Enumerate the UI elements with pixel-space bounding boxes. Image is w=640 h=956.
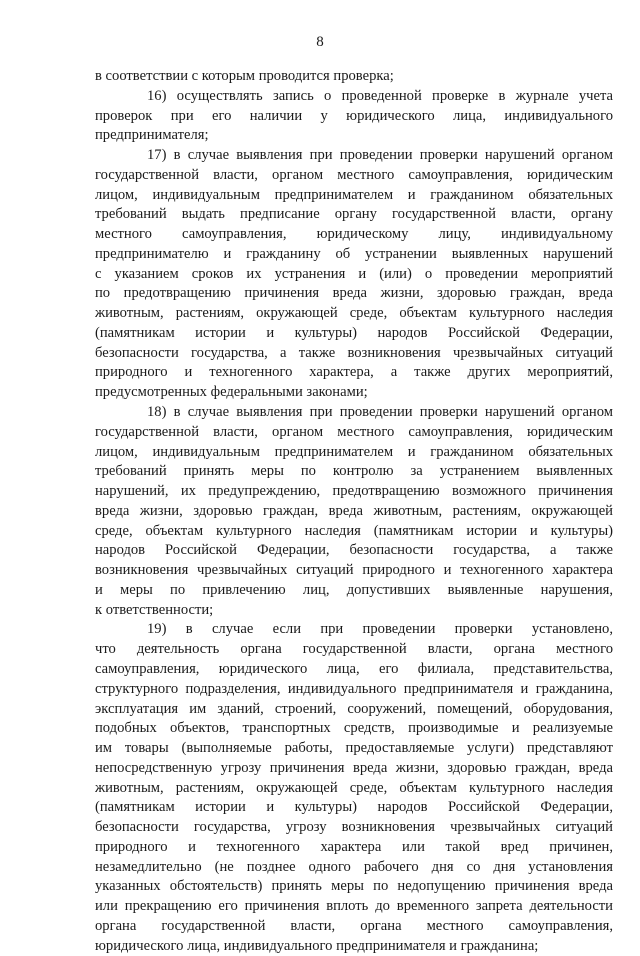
text-line: требований принять меры по контролю за устранением выявленных [95,463,613,480]
text-line: предпринимателю и гражданину об устранении выявленных нарушений [95,245,613,262]
text-line: безопасности государства, угрозу возникновения чрезвычайных ситуаций [95,819,613,836]
text-line: безопасности государства, а также возникновения чрезвычайных ситуаций [95,344,613,361]
text-line: 17) в случае выявления при проведении проверки нарушений органом [147,147,613,164]
text-line: требований выдать предписание органу государственной власти, органу [95,206,613,223]
text-line: лицом, индивидуальным предпринимателем и гражданином обязательных [95,443,613,460]
text-line: в соответствии с которым проводится проверка; [95,68,394,84]
text-line: проверок при его наличии у юридического лица, индивидуального [95,107,613,124]
text-line: самоуправления, юридического лица, его филиала, представительства, [95,660,613,677]
text-line: структурного подразделения, индивидуального предпринимателя и гражданина, [95,680,613,697]
text-line: указанных обстоятельств) принять меры по недопущению причинения вреда [95,878,613,895]
text-line: предусмотренных федеральными законами; [95,384,368,401]
document-body [95,67,613,956]
text-line: непосредственную угрозу причинения вреда жизни, здоровью граждан, вреда [95,759,613,776]
text-line: государственной власти, органом местного самоуправления, юридическим [95,166,613,183]
text-line: что деятельность органа государственной власти, органа местного [95,641,613,658]
text-line: народов Российской Федерации, безопасности государства, а также [95,542,613,559]
text-line: вреда жизни, здоровью граждан, вреда животным, растениям, окружающей [95,502,613,519]
text-line: эксплуатация им зданий, строений, сооружений, помещений, оборудования, [95,700,613,717]
text-line: природного и техногенного характера, а также других мероприятий, [95,364,613,381]
text-line: животным, растениям, окружающей среде, объектам культурного наследия [95,779,613,796]
text-line: и меры по привлечению лиц, допустивших выявленные нарушения, [95,581,613,598]
text-line: предпринимателя; [95,127,209,144]
text-line: возникновения чрезвычайных ситуаций природного и техногенного характера [95,562,613,579]
text-line: подобных объектов, транспортных средств, производимые и реализуемые [95,720,613,737]
text-line: (памятникам истории и культуры) народов Российской Федерации, [95,324,613,341]
text-line: (памятникам истории и культуры) народов Российской Федерации, [95,799,613,816]
text-line: или прекращению его причинения вплоть до временного запрета деятельности [95,898,613,915]
text-line: им товары (выполняемые работы, предоставляемые услуги) представляют [95,740,613,757]
text-line: государственной власти, органом местного самоуправления, юридическим [95,423,613,440]
text-line: незамедлительно (не позднее одного рабочего дня со дня установления [95,858,613,875]
page-number: 8 [316,34,324,50]
text-line: среде, объектам культурного наследия (памятникам истории и культуры) [95,522,613,539]
text-line: с указанием сроков их устранения и (или) о проведении мероприятий [95,265,613,282]
text-line: животным, растениям, окружающей среде, объектам культурного наследия [95,305,613,322]
text-line: 16) осуществлять запись о проведенной проверке в журнале учета [147,87,613,104]
text-line: природного и техногенного характера или такой вред причинен, [95,838,613,855]
text-line: 18) в случае выявления при проведении проверки нарушений органом [147,404,613,421]
text-line: нарушений, их предупреждению, предотвращению возможного причинения [95,483,613,500]
text-line: к ответственности; [95,601,214,618]
text-line: по предотвращению причинения вреда жизни, здоровью граждан, вреда [95,285,613,302]
text-line: лицом, индивидуальным предпринимателем и гражданином обязательных [95,186,613,203]
text-line: местного самоуправления, юридическому лицу, индивидуальному [95,226,613,243]
text-line: 19) в случае если при проведении проверки установлено, [147,621,613,638]
text-line: органа государственной власти, органа местного самоуправления, [95,917,613,934]
text-line: юридического лица, индивидуального предпринимателя и гражданина; [95,937,539,954]
